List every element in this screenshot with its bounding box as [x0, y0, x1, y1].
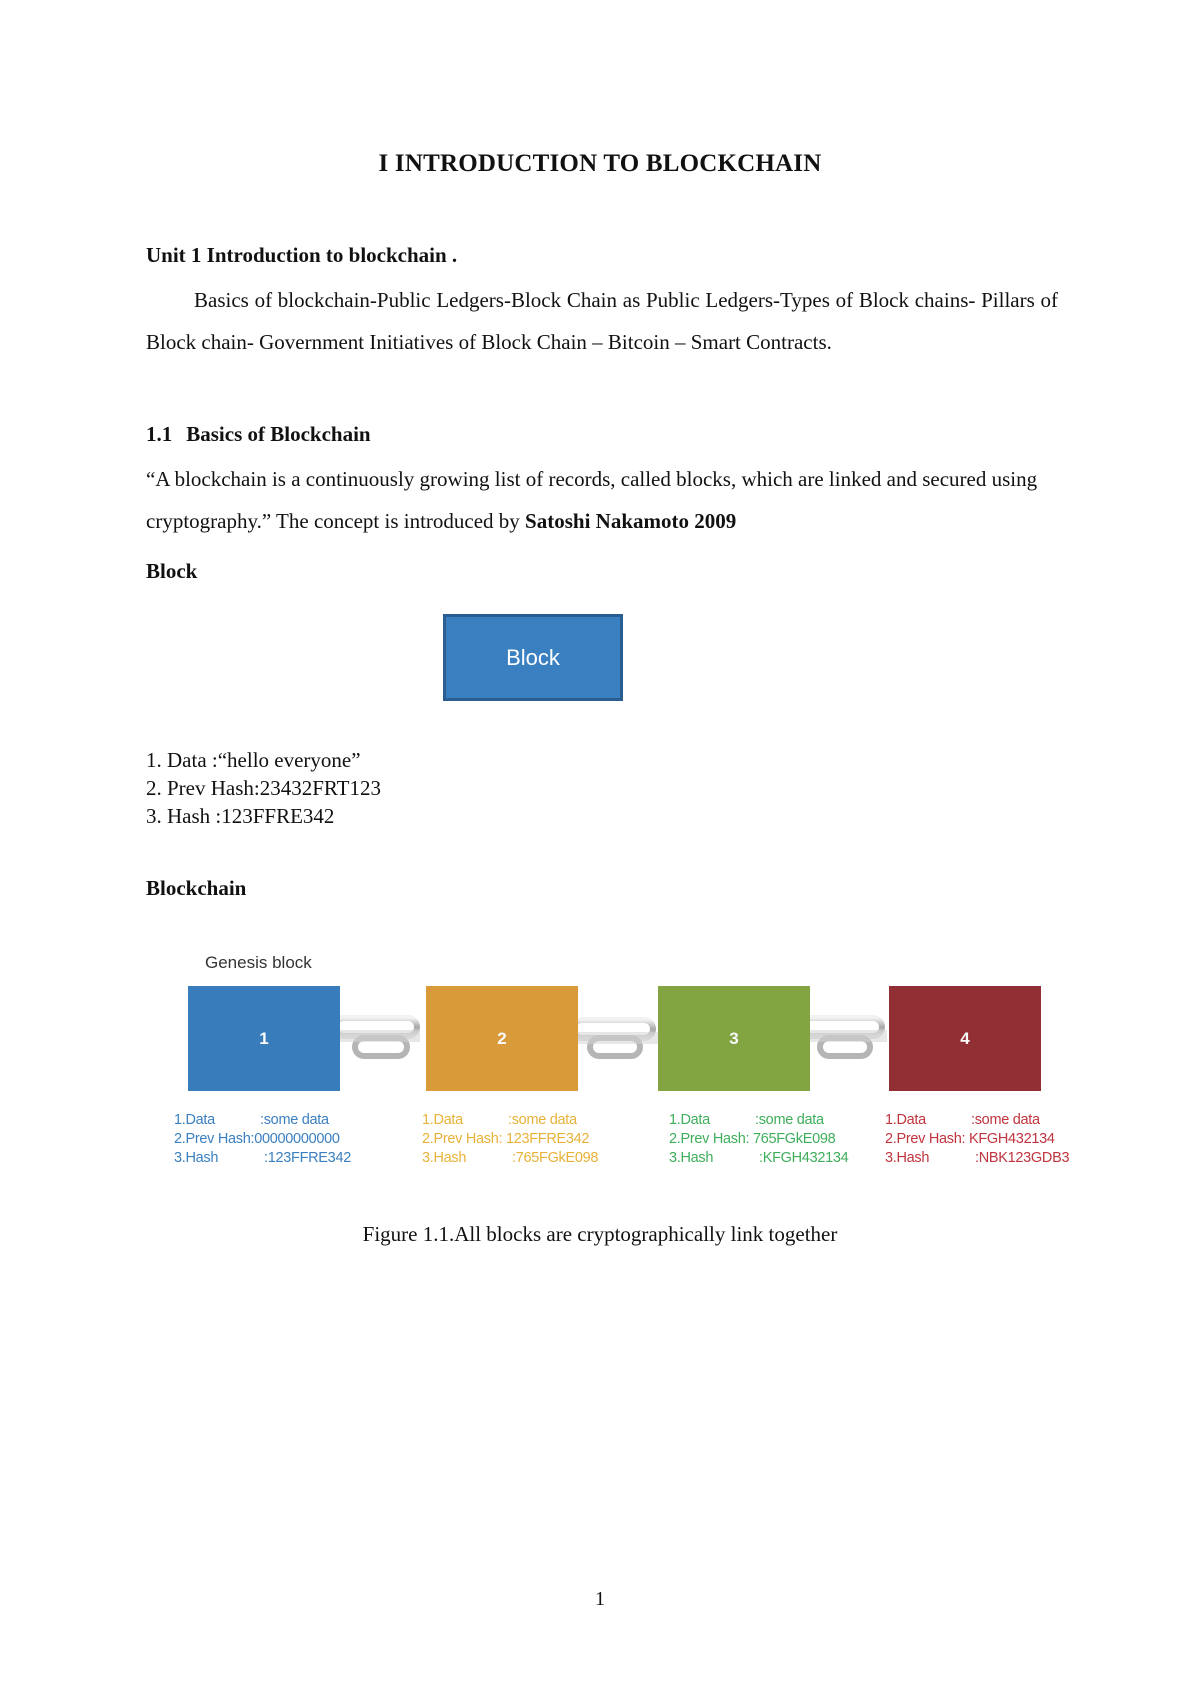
block-3-data-value: :some data	[755, 1112, 824, 1128]
chain-block-3	[658, 986, 810, 1091]
section-number: 1.1	[146, 422, 173, 446]
chain-link-3-4	[797, 1018, 887, 1056]
chain-block-3-label: 3	[729, 1028, 739, 1048]
chain-block-2-label: 2	[497, 1028, 507, 1048]
chain-block-4-info	[885, 1111, 1069, 1168]
definition-paragraph	[146, 458, 1058, 542]
block-1-data-value: :some data	[260, 1112, 329, 1128]
block-diagram-box: Block	[443, 614, 623, 701]
page-title: I INTRODUCTION TO BLOCKCHAIN	[378, 150, 822, 177]
unit-heading: Unit 1 Introduction to blockchain .	[146, 243, 458, 267]
chain-block-1-label: 1	[259, 1028, 269, 1048]
block-2-data-key: 1.Data	[422, 1112, 463, 1128]
block-heading: Block	[146, 559, 198, 583]
page-number: 1	[595, 1588, 605, 1610]
chain-block-1-info	[174, 1111, 351, 1168]
block-field-prev-hash: 2. Prev Hash:23432FRT123	[146, 776, 381, 800]
chain-block-3-info	[669, 1111, 848, 1168]
block-2-data-value: :some data	[508, 1112, 577, 1128]
block-1-hash-key: 3.Hash	[174, 1150, 219, 1166]
block-3-data-key: 1.Data	[669, 1112, 710, 1128]
chain-block-4-label: 4	[960, 1028, 970, 1048]
block-4-data-value: :some data	[971, 1112, 1040, 1128]
genesis-block-label: Genesis block	[205, 953, 312, 972]
block-4-data-key: 1.Data	[885, 1112, 926, 1128]
chain-block-2	[426, 986, 578, 1091]
block-1-hash-value: :123FFRE342	[264, 1150, 351, 1166]
block-2-hash-key: 3.Hash	[422, 1150, 467, 1166]
figure-caption: Figure 1.1.All blocks are cryptographically link together	[362, 1222, 838, 1246]
block-3-prev-hash-key: 2.Prev Hash	[669, 1131, 746, 1147]
blockchain-heading: Blockchain	[146, 876, 247, 900]
block-field-data: 1. Data :“hello everyone”	[146, 748, 361, 772]
chain-block-2-info	[422, 1111, 598, 1168]
block-3-hash-value: :KFGH432134	[759, 1150, 849, 1166]
block-4-prev-hash-key: 2.Prev Hash	[885, 1131, 962, 1147]
block-2-prev-hash-value: : 123FFRE342	[498, 1131, 590, 1147]
section-title: Basics of Blockchain	[186, 422, 371, 446]
block-3-hash-key: 3.Hash	[669, 1150, 714, 1166]
author-credit: Satoshi Nakamoto 2009	[525, 509, 737, 533]
block-2-hash-value: :765FGkE098	[512, 1150, 599, 1166]
block-4-hash-value: :NBK123GDB3	[975, 1150, 1070, 1166]
block-fields-list	[146, 746, 381, 830]
block-2-prev-hash-key: 2.Prev Hash	[422, 1131, 499, 1147]
block-4-prev-hash-value: : KFGH432134	[961, 1131, 1055, 1147]
chain-block-1	[188, 986, 340, 1091]
block-1-data-key: 1.Data	[174, 1112, 215, 1128]
section-heading	[146, 422, 371, 447]
chain-link-1-2	[330, 1018, 420, 1056]
block-1-prev-hash-key: 2.Prev Hash	[174, 1131, 251, 1147]
block-3-prev-hash-value: : 765FGkE098	[745, 1131, 836, 1147]
definition-text: “A blockchain is a continuously growing list of records, called blocks, which are linked and secured using cryptography.” The concept is introduced by	[146, 467, 1038, 533]
block-4-hash-key: 3.Hash	[885, 1150, 930, 1166]
block-field-hash: 3. Hash :123FFRE342	[146, 804, 335, 828]
chain-link-2-3	[568, 1020, 658, 1056]
unit-paragraph: Basics of blockchain-Public Ledgers-Block Chain as Public Ledgers-Types of Block chains- Pillars of Block chain- Government Initiatives of Block Chain – Bitcoin – Smart Contracts.	[146, 288, 1058, 354]
block-1-prev-hash-value: :00000000000	[250, 1131, 340, 1147]
chain-block-4	[889, 986, 1041, 1091]
